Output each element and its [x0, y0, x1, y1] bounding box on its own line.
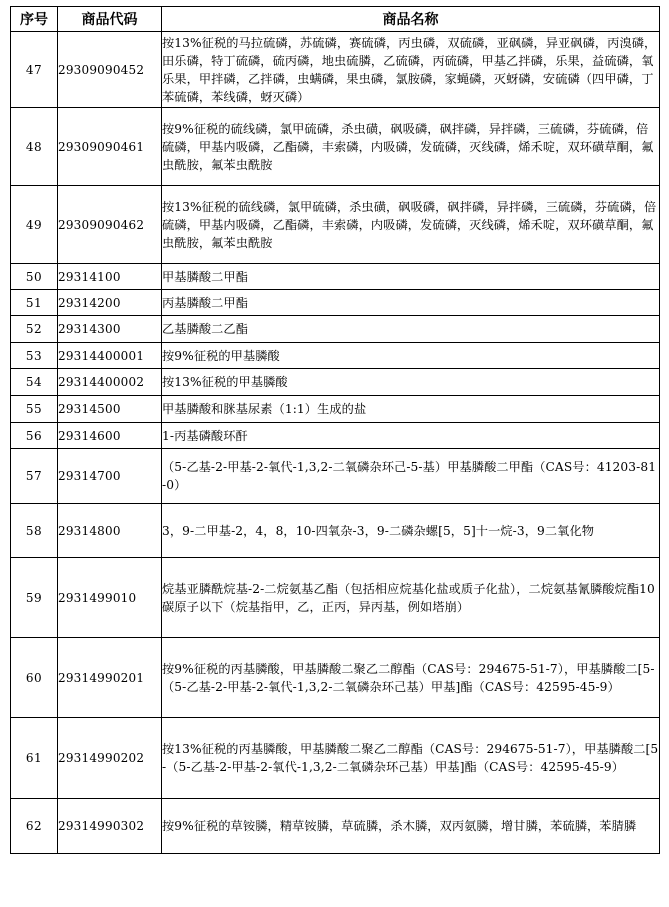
- row-index: 50: [11, 264, 58, 290]
- row-index: 58: [11, 504, 58, 558]
- row-index: 60: [11, 638, 58, 718]
- row-code: 29314300: [58, 316, 162, 343]
- row-code: 2931499010: [58, 558, 162, 638]
- row-code: 29314100: [58, 264, 162, 290]
- row-code: 29309090462: [58, 186, 162, 264]
- row-index: 51: [11, 290, 58, 316]
- row-index: 54: [11, 369, 58, 396]
- row-code: 29314200: [58, 290, 162, 316]
- row-code: 29314700: [58, 449, 162, 504]
- row-code: 29314400001: [58, 343, 162, 369]
- row-code: 29314800: [58, 504, 162, 558]
- row-name: 按9%征税的草铵膦，精草铵膦，草硫膦，杀木膦，双丙氨膦，增甘膦，苯硫膦，苯腈膦: [162, 799, 660, 854]
- header-name: 商品名称: [162, 7, 660, 32]
- row-name: 按13%征税的马拉硫磷，苏硫磷，赛硫磷，丙虫磷，双硫磷，亚砜磷，异亚砜磷，丙溴磷，田乐磷，特丁硫磷，硫丙磷，地虫硫膦，乙硫磷，丙硫磷，甲基乙拌磷，乐果，益硫磷，氧乐果，甲拌磷，乙拌磷，虫螨磷，果虫磷，氯胺磷，家蝇磷，灭蚜磷，安硫磷（四甲磷，丁苯硫磷，苯线磷，蚜灭磷）: [162, 32, 660, 108]
- table-row: [11, 264, 660, 290]
- row-code: 29314600: [58, 423, 162, 449]
- row-code: 29314990202: [58, 718, 162, 799]
- row-code: 29314990302: [58, 799, 162, 854]
- row-name: 3，9-二甲基-2，4，8，10-四氧杂-3，9-二磷杂螺[5，5]十一烷-3，9二氧化物: [162, 504, 660, 558]
- row-name: 按13%征税的甲基膦酸: [162, 369, 660, 396]
- row-code: 29309090461: [58, 108, 162, 186]
- row-code: 29314990201: [58, 638, 162, 718]
- row-index: 49: [11, 186, 58, 264]
- table-row: [11, 343, 660, 369]
- goods-table: [10, 6, 660, 854]
- table-header-row: [11, 7, 660, 32]
- table-row: [11, 558, 660, 638]
- header-index: 序号: [11, 7, 58, 32]
- row-name: 按9%征税的硫线磷，氯甲硫磷，杀虫磺，砜吸磷，砜拌磷，异拌磷，三硫磷，芬硫磷，倍硫磷，甲基内吸磷，乙酯磷，丰索磷，内吸磷，发硫磷，灭线磷，烯禾啶，双环磺草酮，氟虫酰胺，氟苯虫酰胺: [162, 108, 660, 186]
- row-name: 乙基膦酸二乙酯: [162, 316, 660, 343]
- row-index: 62: [11, 799, 58, 854]
- row-code: 29314500: [58, 396, 162, 423]
- row-name: 甲基膦酸二甲酯: [162, 264, 660, 290]
- row-code: 29309090452: [58, 32, 162, 108]
- table-row: [11, 369, 660, 396]
- table-row: [11, 396, 660, 423]
- row-index: 59: [11, 558, 58, 638]
- row-index: 55: [11, 396, 58, 423]
- row-name: 丙基膦酸二甲酯: [162, 290, 660, 316]
- row-name: 按13%征税的硫线磷，氯甲硫磷，杀虫磺，砜吸磷，砜拌磷，异拌磷，三硫磷，芬硫磷，倍硫磷，甲基内吸磷，乙酯磷，丰索磷，内吸磷，发硫磷，灭线磷，烯禾啶，双环磺草酮，氟虫酰胺，氟苯虫酰胺: [162, 186, 660, 264]
- table-row: [11, 718, 660, 799]
- row-name: 按9%征税的丙基膦酸，甲基膦酸二聚乙二醇酯（CAS号：294675-51-7），甲基膦酸二[5-（5-乙基-2-甲基-2-氧代-1,3,2-二氧磷杂环己基）甲基]酯（CAS号：42595-45-9）: [162, 638, 660, 718]
- row-index: 47: [11, 32, 58, 108]
- table-row: [11, 423, 660, 449]
- row-name: 烷基亚膦酰烷基-2-二烷氨基乙酯（包括相应烷基化盐或质子化盐），二烷氨基氰膦酸烷酯10碳原子以下（烷基指甲，乙，正丙，异丙基，例如塔崩）: [162, 558, 660, 638]
- table-row: [11, 290, 660, 316]
- table-row: [11, 638, 660, 718]
- row-name: （5-乙基-2-甲基-2-氧代-1,3,2-二氧磷杂环己-5-基）甲基膦酸二甲酯（CAS号：41203-81-0）: [162, 449, 660, 504]
- row-name: 甲基膦酸和脒基尿素（1:1）生成的盐: [162, 396, 660, 423]
- header-code: 商品代码: [58, 7, 162, 32]
- row-index: 48: [11, 108, 58, 186]
- table-row: [11, 316, 660, 343]
- row-index: 53: [11, 343, 58, 369]
- table-row: [11, 32, 660, 108]
- table-row: [11, 108, 660, 186]
- table-row: [11, 799, 660, 854]
- row-name: 按9%征税的甲基膦酸: [162, 343, 660, 369]
- row-name: 按13%征税的丙基膦酸，甲基膦酸二聚乙二醇酯（CAS号：294675-51-7），甲基膦酸二[5-（5-乙基-2-甲基-2-氧代-1,3,2-二氧磷杂环己基）甲基]酯（CAS号：42595-45-9）: [162, 718, 660, 799]
- row-index: 52: [11, 316, 58, 343]
- row-index: 57: [11, 449, 58, 504]
- row-index: 61: [11, 718, 58, 799]
- row-index: 56: [11, 423, 58, 449]
- row-code: 29314400002: [58, 369, 162, 396]
- table-row: [11, 504, 660, 558]
- table-row: [11, 186, 660, 264]
- row-name: 1-丙基磷酸环酐: [162, 423, 660, 449]
- table-row: [11, 449, 660, 504]
